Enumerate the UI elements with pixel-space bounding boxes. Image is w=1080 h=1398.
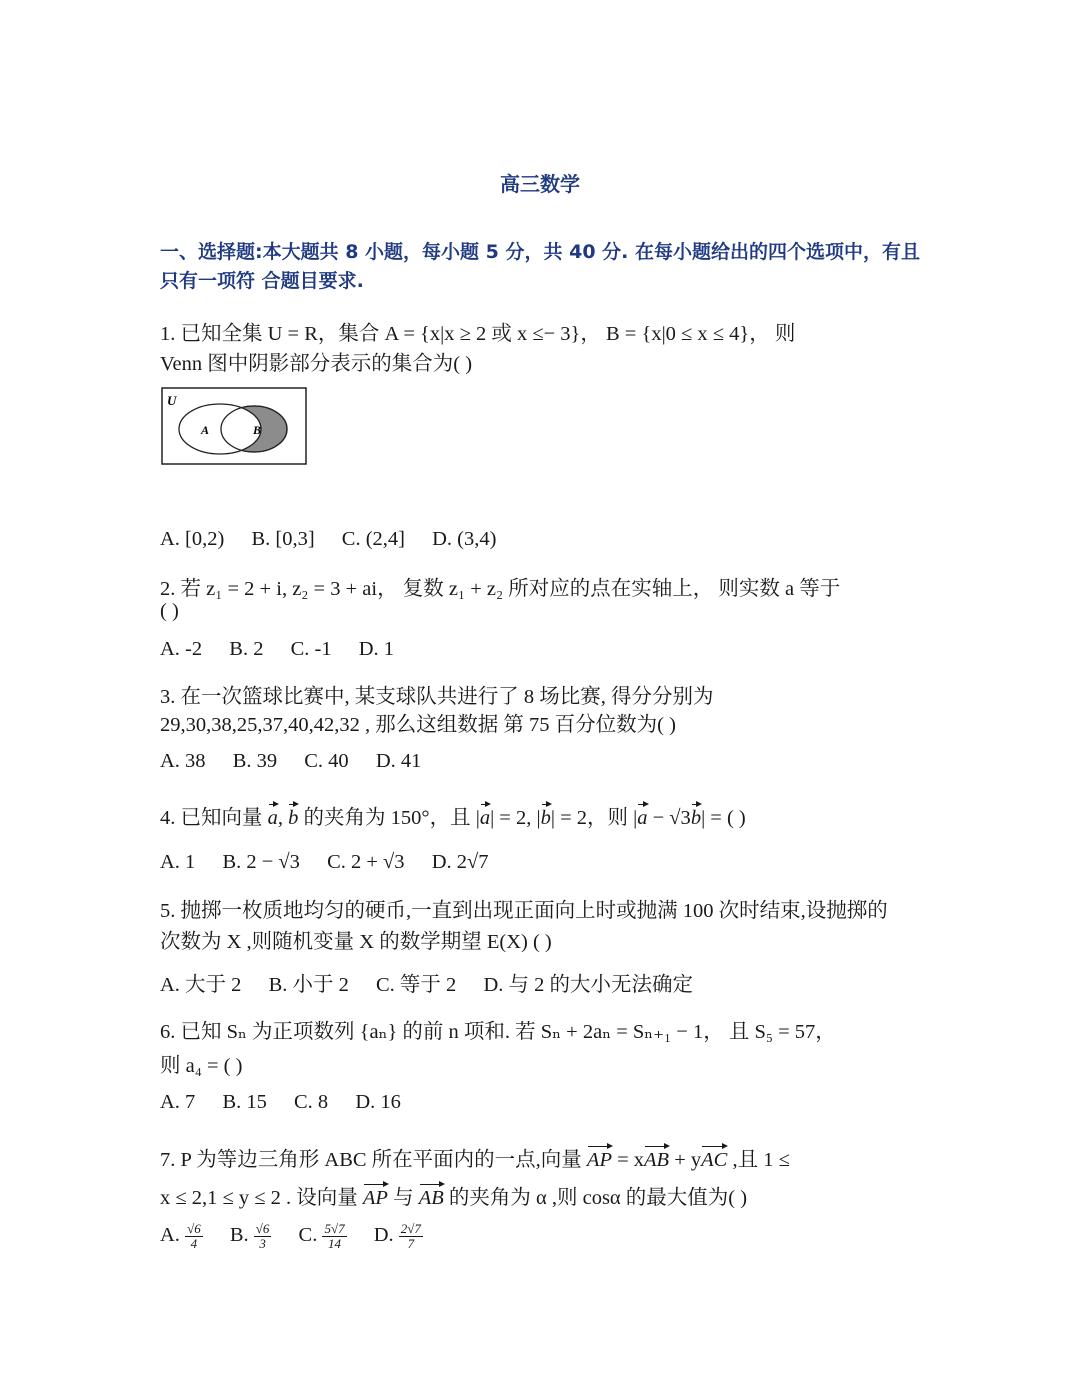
fraction-denominator: 4: [190, 1236, 198, 1251]
q1-option-a: A. [0,2): [160, 528, 225, 550]
vector-a: a: [267, 807, 278, 829]
q5-option-c: C. 等于 2: [376, 974, 457, 996]
q1-options: [160, 528, 518, 551]
q6-option-a: A. 7: [160, 1091, 196, 1113]
q4-end: | = ( ): [701, 807, 746, 829]
fraction-numerator: 2√7: [400, 1221, 421, 1236]
q4-mid: 的夹角为 150°，且 |: [303, 807, 480, 829]
q7-option-b-label: B.: [229, 1224, 249, 1247]
q4-option-b: B. 2 − √3: [222, 851, 300, 873]
q7-option-d: [374, 1222, 423, 1251]
q3-option-a: A. 38: [160, 750, 206, 772]
fraction-numerator: √6: [255, 1221, 270, 1236]
q2-options: [160, 638, 416, 661]
q6-option-c: C. 8: [294, 1091, 329, 1113]
q7-l1-plus: + y: [669, 1149, 702, 1171]
q2-option-c: C. -1: [290, 638, 332, 660]
vector-ab-2: AB: [418, 1187, 444, 1209]
q7-option-a-fraction: [185, 1222, 203, 1251]
q7-option-c: [299, 1222, 347, 1251]
vector-ap-2: AP: [362, 1187, 388, 1209]
q2-option-a: A. -2: [160, 638, 203, 660]
section-heading: 一、选择题:本大题共 8 小题，每小题 5 分，共 40 分. 在每小题给出的四个选项中，有且只有一项符 合题目要求.: [160, 241, 921, 292]
q7-option-c-label: C.: [298, 1224, 318, 1247]
q4-intro: 4. 已知向量: [160, 807, 263, 829]
q7-l1-intro: 7. P 为等边三角形 ABC 所在平面内的一点,向量: [160, 1149, 587, 1171]
vector-b-norm: b: [540, 807, 551, 829]
fraction-numerator: √6: [187, 1221, 201, 1236]
q1-line-1: 1. 已知全集 U = R，集合 A = {x|x ≥ 2 或 x ≤− 3}， B = {x|0 ≤ x ≤ 4}， 则: [160, 323, 796, 345]
q3-line-1: 3. 在一次篮球比赛中, 某支球队共进行了 8 场比赛, 得分分别为: [160, 686, 714, 708]
q4-line-1: 4. 已知向量 a, b 的夹角为 150°，且 |a| = 2, |b| = 2，则 |a − √3b| = ( ): [160, 807, 746, 829]
q7-l2-with: 与: [387, 1187, 419, 1209]
q5-option-d: D. 与 2 的大小无法确定: [483, 974, 693, 996]
q7-line-2: [160, 1180, 747, 1210]
q6-option-b: B. 15: [222, 1091, 267, 1113]
q7-option-d-fraction: [399, 1222, 423, 1251]
q7-option-b: [230, 1222, 272, 1251]
fraction-denominator: 7: [407, 1236, 415, 1251]
q3-option-c: C. 40: [304, 750, 349, 772]
q7-l2-end: 的夹角为 α ,则 cosα 的最大值为( ): [443, 1187, 748, 1209]
vector-ap: AP: [586, 1149, 612, 1171]
q1-option-c: C. (2,4]: [341, 528, 405, 550]
q7-line-1: [160, 1142, 790, 1172]
vector-ac: AC: [701, 1149, 728, 1171]
vector-ab: AB: [644, 1149, 670, 1171]
set-b-label: B: [253, 423, 262, 437]
set-a-label: A: [201, 423, 210, 437]
q7-l1-end: ,且 1 ≤: [727, 1149, 790, 1171]
q5-option-a: A. 大于 2: [160, 974, 242, 996]
q7-option-c-fraction: [322, 1222, 346, 1251]
q2-line-1: 2. 若 z₁ = 2 + i, z₂ = 3 + ai， 复数 z₁ + z₂ 所对应的点在实轴上， 则实数 a 等于: [160, 578, 841, 600]
q4-option-d: D. 2√7: [431, 851, 489, 873]
universe-label: U: [167, 393, 177, 408]
vector-a-expr: a: [637, 807, 648, 829]
q4-minus: − √3: [647, 807, 691, 829]
q7-option-a-label: A.: [160, 1224, 180, 1247]
vector-a-norm: a: [479, 807, 491, 829]
q6-line-2: 则 a₄ = ( ): [160, 1055, 243, 1077]
q3-line-2: 29,30,38,25,37,40,42,32 , 那么这组数据 第 75 百分位数为( ): [160, 714, 676, 736]
vector-b: b: [288, 807, 299, 829]
venn-diagram: [161, 387, 309, 467]
q4-options: [160, 851, 511, 874]
set-a-circle: [179, 404, 261, 454]
q4-cond1: | = 2, |: [490, 807, 541, 829]
vector-b-expr: b: [690, 807, 702, 829]
q5-line-1: 5. 抛掷一枚质地均匀的硬币,一直到出现正面向上时或抛满 100 次时结束,设抛掷的: [160, 900, 888, 922]
q1-line-2: Venn 图中阴影部分表示的集合为( ): [160, 353, 473, 375]
q5-options: [160, 967, 715, 997]
fraction-numerator: 5√7: [324, 1221, 345, 1236]
q4-cond2: | = 2，则 |: [550, 807, 638, 829]
q3-option-d: D. 41: [375, 750, 422, 772]
q1-option-d: D. (3,4): [432, 528, 497, 550]
fraction-denominator: 14: [328, 1236, 342, 1251]
fraction-denominator: 3: [259, 1236, 266, 1251]
q7-option-b-fraction: [254, 1222, 272, 1251]
q2-option-b: B. 2: [229, 638, 264, 660]
q4-option-a: A. 1: [160, 851, 196, 873]
q4-option-c: C. 2 + √3: [327, 851, 405, 873]
q6-option-d: D. 16: [355, 1091, 401, 1113]
q7-options: [160, 1222, 445, 1251]
q5-line-2: 次数为 X ,则随机变量 X 的数学期望 E(X) ( ): [160, 931, 552, 953]
q3-options: [160, 750, 443, 773]
q2-line-2: ( ): [160, 600, 179, 622]
q1-option-b: B. [0,3]: [251, 528, 315, 550]
q6-options: [160, 1091, 423, 1114]
page-title: 高三数学: [500, 172, 580, 196]
q7-option-d-label: D.: [373, 1224, 394, 1247]
q3-option-b: B. 39: [232, 750, 278, 772]
q6-line-1: 6. 已知 Sₙ 为正项数列 {aₙ} 的前 n 项和. 若 Sₙ + 2aₙ = Sₙ₊₁ − 1， 且 S₅ = 57，: [160, 1021, 836, 1043]
q7-option-a: [160, 1222, 203, 1251]
q2-option-d: D. 1: [358, 638, 395, 660]
q5-option-b: B. 小于 2: [268, 974, 349, 996]
q7-l1-eq: = x: [611, 1149, 645, 1171]
q7-l2-intro: x ≤ 2,1 ≤ y ≤ 2 . 设向量: [160, 1187, 363, 1209]
